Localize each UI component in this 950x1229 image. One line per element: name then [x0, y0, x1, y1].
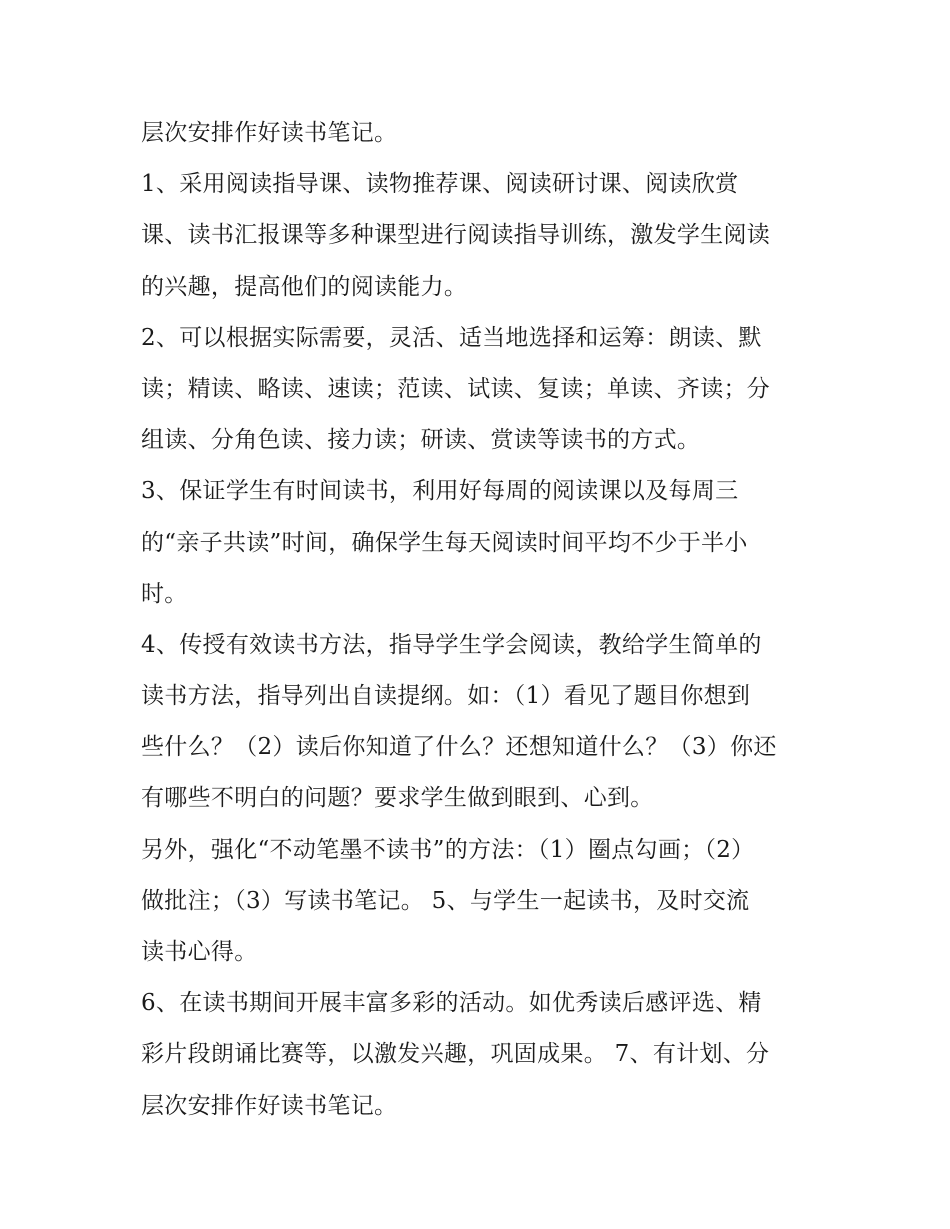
text-line: 课、读书汇报课等多种课型进行阅读指导训练，激发学生阅读: [141, 222, 771, 249]
text-line: 些什么？（2）读后你知道了什么？还想知道什么？（3）你还: [141, 734, 777, 761]
text-line: 组读、分角色读、接力读；研读、赏读等读书的方式。: [141, 427, 701, 454]
text-line: 的“亲子共读”时间，确保学生每天阅读时间平均不少于半小: [141, 529, 748, 556]
text-line: 6、在读书期间开展丰富多彩的活动。如优秀读后感评选、精: [141, 990, 762, 1017]
text-line: 2、可以根据实际需要，灵活、适当地选择和运筹：朗读、默: [141, 324, 762, 351]
body-text: [141, 108, 821, 1132]
text-line: 时。: [141, 580, 188, 607]
text-line: 读书方法，指导列出自读提纲。如：（1）看见了题目你想到: [141, 683, 751, 710]
text-line: 彩片段朗诵比赛等，以激发兴趣，巩固成果。 7、有计划、分: [141, 1041, 770, 1068]
text-line: 有哪些不明白的问题？要求学生做到眼到、心到。: [141, 785, 654, 812]
text-line: 1、采用阅读指导课、读物推荐课、阅读研讨课、阅读欣赏: [141, 171, 739, 198]
text-line: 4、传授有效读书方法，指导学生学会阅读，教给学生简单的: [141, 631, 762, 658]
text-line: 读；精读、略读、速读；范读、试读、复读；单读、齐读；分: [141, 375, 771, 402]
text-line: 层次安排作好读书笔记。: [141, 120, 398, 146]
text-line: 层次安排作好读书笔记。: [141, 1092, 398, 1119]
text-line: 的兴趣，提高他们的阅读能力。: [141, 273, 468, 300]
text-line: 3、保证学生有时间读书，利用好每周的阅读课以及每周三: [141, 478, 739, 505]
text-line: 另外，强化“不动笔墨不读书”的方法：（1）圈点勾画；（2）: [141, 836, 755, 863]
text-line: 读书心得。: [141, 939, 258, 965]
text-line: 做批注；（3）写读书笔记。 5、与学生一起读书，及时交流: [141, 887, 750, 914]
